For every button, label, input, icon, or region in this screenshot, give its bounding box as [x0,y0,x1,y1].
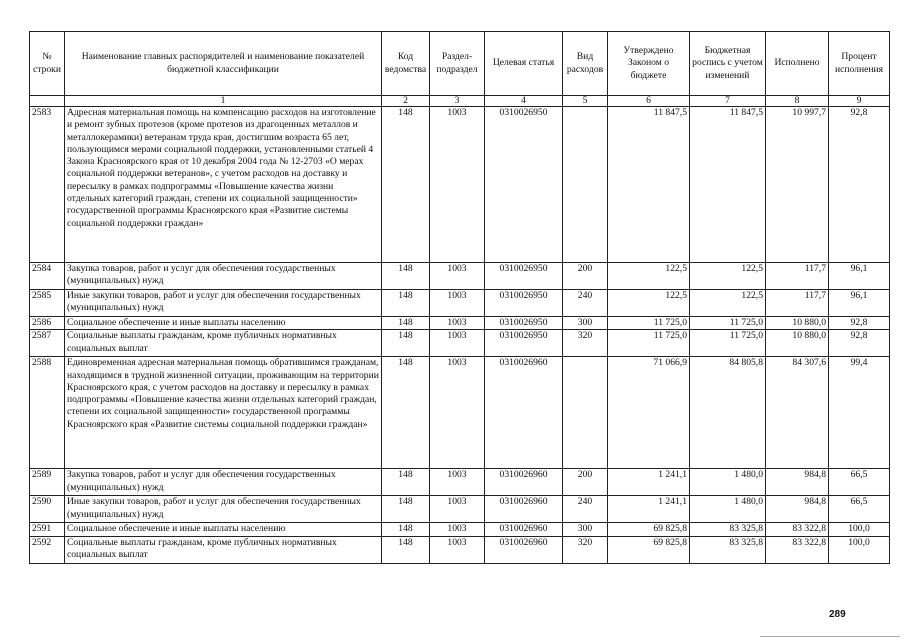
row-type: 320 [563,536,608,563]
scan-artifact-line [760,636,900,637]
row-dept: 148 [382,536,430,563]
row-percent: 66,5 [829,496,890,523]
row-percent: 92,8 [829,107,890,263]
row-section: 1003 [430,263,485,290]
column-number [30,96,65,107]
column-number: 2 [382,96,430,107]
row-number: 2587 [30,330,65,357]
row-approved: 11 847,5 [608,107,690,263]
row-number: 2584 [30,263,65,290]
row-percent: 99,4 [829,357,890,469]
row-name: Единовременная адресная материальная помощь обратившимся гражданам, находящимся в трудной жизненной ситуации, проживающим на территории Красноярского края, с учетом расходов на доставку и пересылку в рамках подпрограммы «Повышение качества жизни отдельных категорий граждан, степени их социальной защищенности» государственной программы Красноярского края «Развитие системы социальной поддержки граждан» [65,357,382,469]
header-executed: Исполнено [766,32,829,96]
row-approved: 71 066,9 [608,357,690,469]
header-approved: Утверждено Законом о бюджете [608,32,690,96]
row-number: 2583 [30,107,65,263]
row-type: 320 [563,330,608,357]
page-number: 289 [829,609,846,620]
row-budget: 11 725,0 [690,330,766,357]
row-name: Социальное обеспечение и иные выплаты населению [65,523,382,536]
row-budget: 1 480,0 [690,496,766,523]
table-row [30,263,890,290]
row-target: 0310026950 [485,330,563,357]
row-budget: 11 725,0 [690,317,766,330]
row-name: Адресная материальная помощь на компенсацию расходов на изготовление и ремонт зубных протезов (кроме протезов из драгоценных металлов и металлокерамики) ветеранам труда края, достигшим возраста 65 лет, пользующимся мерами социальной поддержки, установленными статьей 4 Закона Красноярского края от 10 декабря 2004 года № 12-2703 «О мерах социальной поддержки ветеранов», с учетом расходов на доставку и пересылку в рамках подпрограммы «Повышение качества жизни отдельных категорий граждан, степени их социальной защищенности» государственной программы Красноярского края «Развитие системы социальной поддержки граждан» [65,107,382,263]
column-number: 6 [608,96,690,107]
row-approved: 11 725,0 [608,317,690,330]
row-approved: 11 725,0 [608,330,690,357]
row-executed: 117,7 [766,290,829,317]
row-budget: 122,5 [690,263,766,290]
row-type: 300 [563,317,608,330]
row-section: 1003 [430,330,485,357]
row-name: Иные закупки товаров, работ и услуг для обеспечения государственных (муниципальных) нужд [65,496,382,523]
row-budget: 122,5 [690,290,766,317]
row-target: 0310026960 [485,536,563,563]
row-approved: 122,5 [608,263,690,290]
row-section: 1003 [430,317,485,330]
row-section: 1003 [430,290,485,317]
row-name: Закупка товаров, работ и услуг для обеспечения государственных (муниципальных) нужд [65,263,382,290]
row-percent: 96,1 [829,263,890,290]
header-budget-list: Бюджетная роспись с учетом изменений [690,32,766,96]
row-dept: 148 [382,330,430,357]
header-percent: Процент исполнения [829,32,890,96]
row-section: 1003 [430,107,485,263]
column-number: 3 [430,96,485,107]
row-dept: 148 [382,317,430,330]
row-dept: 148 [382,107,430,263]
row-target: 0310026960 [485,357,563,469]
row-budget: 83 325,8 [690,523,766,536]
row-number: 2588 [30,357,65,469]
row-approved: 1 241,1 [608,496,690,523]
row-number: 2589 [30,469,65,496]
row-budget: 11 847,5 [690,107,766,263]
column-number: 9 [829,96,890,107]
row-percent: 100,0 [829,523,890,536]
row-approved: 122,5 [608,290,690,317]
column-number: 1 [65,96,382,107]
row-dept: 148 [382,357,430,469]
table-row [30,290,890,317]
row-number: 2590 [30,496,65,523]
table-row [30,523,890,536]
table-row [30,496,890,523]
row-type: 200 [563,469,608,496]
row-target: 0310026950 [485,263,563,290]
table-row [30,357,890,469]
row-section: 1003 [430,496,485,523]
table-row [30,107,890,263]
row-percent: 92,8 [829,317,890,330]
row-type [563,357,608,469]
row-number: 2592 [30,536,65,563]
row-approved: 69 825,8 [608,536,690,563]
row-number: 2586 [30,317,65,330]
table-row [30,317,890,330]
row-dept: 148 [382,496,430,523]
row-dept: 148 [382,290,430,317]
row-executed: 83 322,8 [766,536,829,563]
column-number: 7 [690,96,766,107]
row-target: 0310026950 [485,107,563,263]
row-percent: 66,5 [829,469,890,496]
row-name: Социальные выплаты гражданам, кроме публичных нормативных социальных выплат [65,330,382,357]
row-budget: 83 325,8 [690,536,766,563]
row-section: 1003 [430,536,485,563]
table-row [30,469,890,496]
row-name: Социальное обеспечение и иные выплаты населению [65,317,382,330]
column-number-row [30,96,890,107]
header-row-no: № строки [30,32,65,96]
header-section: Раздел-подраздел [430,32,485,96]
row-section: 1003 [430,357,485,469]
row-target: 0310026950 [485,317,563,330]
header-dept-code: Код ведомства [382,32,430,96]
row-type: 200 [563,263,608,290]
header-name: Наименование главных распорядителей и наименование показателей бюджетной классификации [65,32,382,96]
table-row [30,330,890,357]
column-number: 5 [563,96,608,107]
row-executed: 10 880,0 [766,330,829,357]
row-type [563,107,608,263]
row-target: 0310026960 [485,469,563,496]
row-executed: 984,8 [766,469,829,496]
row-budget: 1 480,0 [690,469,766,496]
row-percent: 92,8 [829,330,890,357]
header-expense-type: Вид расходов [563,32,608,96]
row-executed: 84 307,6 [766,357,829,469]
row-dept: 148 [382,523,430,536]
row-executed: 83 322,8 [766,523,829,536]
row-target: 0310026960 [485,523,563,536]
row-name: Социальные выплаты гражданам, кроме публичных нормативных социальных выплат [65,536,382,563]
row-type: 240 [563,290,608,317]
row-name: Закупка товаров, работ и услуг для обеспечения государственных (муниципальных) нужд [65,469,382,496]
budget-execution-table [29,31,890,564]
row-number: 2585 [30,290,65,317]
row-executed: 10 997,7 [766,107,829,263]
column-number: 4 [485,96,563,107]
column-number: 8 [766,96,829,107]
header-target: Целевая статья [485,32,563,96]
row-dept: 148 [382,263,430,290]
row-type: 300 [563,523,608,536]
table-header-row [30,32,890,96]
row-percent: 96,1 [829,290,890,317]
row-executed: 10 880,0 [766,317,829,330]
row-dept: 148 [382,469,430,496]
row-number: 2591 [30,523,65,536]
row-name: Иные закупки товаров, работ и услуг для обеспечения государственных (муниципальных) нужд [65,290,382,317]
row-target: 0310026960 [485,496,563,523]
row-approved: 69 825,8 [608,523,690,536]
row-executed: 984,8 [766,496,829,523]
row-section: 1003 [430,523,485,536]
row-approved: 1 241,1 [608,469,690,496]
row-budget: 84 805,8 [690,357,766,469]
table-row [30,536,890,563]
row-target: 0310026950 [485,290,563,317]
row-section: 1003 [430,469,485,496]
row-executed: 117,7 [766,263,829,290]
row-type: 240 [563,496,608,523]
row-percent: 100,0 [829,536,890,563]
